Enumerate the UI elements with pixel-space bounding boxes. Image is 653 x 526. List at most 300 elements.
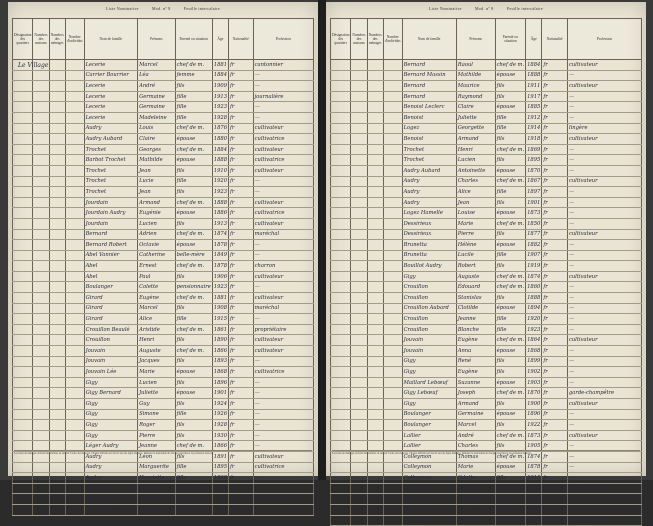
cell-blank: [13, 144, 33, 155]
cell-prof: —: [567, 261, 641, 272]
cell-prenom: Germaine: [138, 91, 176, 102]
cell-age: 1880: [526, 483, 542, 494]
table-row: [331, 367, 642, 378]
cell-parente: fille: [175, 314, 212, 325]
cell-blank: [383, 303, 402, 314]
cell-nat: fr: [229, 176, 254, 187]
cell-prenom: Lucien: [456, 155, 495, 166]
cell-blank: [331, 377, 351, 388]
cell-blank: [49, 123, 65, 134]
table-row: [331, 134, 642, 145]
cell-parente: fils: [175, 303, 212, 314]
cell-age: 1873: [526, 430, 542, 441]
cell-nom: Girard: [84, 303, 138, 314]
cell-nat: fr: [229, 483, 254, 494]
cell-prenom: Eugène: [138, 293, 176, 304]
cell-blank: [367, 261, 383, 272]
cell-nom: Girard: [84, 314, 138, 325]
cell-prenom: Auguste: [138, 346, 176, 357]
cell-nat: fr: [542, 346, 568, 357]
cell-blank: [383, 494, 402, 505]
cell-parente: chef de m.: [175, 324, 212, 335]
cell-blank: [49, 377, 65, 388]
cell-blank: [33, 123, 49, 134]
cell-blank: [383, 282, 402, 293]
table-row: [331, 240, 642, 251]
cell-prof: cultivatrice: [253, 134, 313, 145]
cell-prof: —: [567, 367, 641, 378]
cell-blank: [33, 70, 49, 81]
cell-age: 1918: [526, 134, 542, 145]
cell-prof: —: [253, 388, 313, 399]
table-row: [13, 176, 314, 187]
right-page-header: [326, 6, 646, 18]
cell-blank: [49, 314, 65, 325]
cell-nom: Jouvain: [84, 346, 138, 357]
cell-prof: —: [253, 240, 313, 251]
cell-blank: [33, 197, 49, 208]
cell-blank: [13, 112, 33, 123]
table-row: [331, 197, 642, 208]
cell-parente: épouse: [175, 504, 212, 515]
table-row: [13, 70, 314, 81]
table-row: [13, 367, 314, 378]
table-row: [331, 282, 642, 293]
cell-blank: [33, 134, 49, 145]
cell-blank: [351, 388, 367, 399]
cell-prof: —: [567, 165, 641, 176]
cell-blank: [331, 504, 351, 515]
cell-prof: cultivateur: [253, 218, 313, 229]
left-page: [8, 2, 318, 513]
cell-blank: [367, 197, 383, 208]
cell-prenom: Angèle: [138, 504, 176, 515]
cell-prof: —: [567, 314, 641, 325]
cell-blank: [33, 356, 49, 367]
cell-blank: [65, 504, 84, 515]
cell-prof: propriétaire: [253, 324, 313, 335]
table-row: [331, 123, 642, 134]
cell-age: 1874: [526, 271, 542, 282]
cell-blank: [367, 187, 383, 198]
cell-nom: Logez: [402, 123, 456, 134]
cell-blank: [49, 346, 65, 357]
cell-nat: fr: [542, 399, 568, 410]
cell-age: 1884: [212, 144, 228, 155]
cell-prof: maréchal: [253, 303, 313, 314]
cell-nom: Bernard: [402, 60, 456, 71]
cell-nat: fr: [229, 335, 254, 346]
cell-blank: [65, 144, 84, 155]
cell-parente: épouse: [175, 388, 212, 399]
cell-blank: [331, 187, 351, 198]
cell-nom: Abel Vannier: [84, 250, 138, 261]
cell-nat: fr: [229, 112, 254, 123]
cell-prenom: Henri: [456, 144, 495, 155]
cell-age: 1874: [212, 229, 228, 240]
header-model: Mod. nº 8: [152, 6, 171, 11]
cell-nat: fr: [229, 91, 254, 102]
table-row: [13, 346, 314, 357]
cell-blank: [33, 218, 49, 229]
cell-prof: —: [567, 451, 641, 462]
cell-age: 1850: [526, 218, 542, 229]
column-header: Numéros des maisons: [351, 19, 367, 60]
cell-blank: [331, 197, 351, 208]
cell-blank: [13, 504, 33, 515]
cell-nom: Gigy: [84, 377, 138, 388]
cell-blank: [49, 356, 65, 367]
cell-prenom: Jeanne: [456, 314, 495, 325]
cell-nat: fr: [542, 261, 568, 272]
cell-prof: cultivateur: [567, 81, 641, 92]
table-row: [13, 250, 314, 261]
cell-blank: [49, 324, 65, 335]
table-row: [13, 91, 314, 102]
cell-parente: épouse: [175, 208, 212, 219]
cell-nat: fr: [229, 261, 254, 272]
cell-blank: [13, 282, 33, 293]
table-row: [13, 430, 314, 441]
cell-age: 1895: [212, 462, 228, 473]
cell-parente: épouse: [495, 240, 526, 251]
cell-blank: [367, 282, 383, 293]
cell-nom: Lecerie: [84, 102, 138, 113]
cell-nat: fr: [542, 293, 568, 304]
cell-blank: [13, 399, 33, 410]
cell-prenom: Antoinette: [456, 165, 495, 176]
cell-prenom: Mathilde: [138, 155, 176, 166]
cell-blank: [65, 483, 84, 494]
cell-blank: [65, 155, 84, 166]
cell-prenom: Blanche: [456, 324, 495, 335]
cell-parente: chef de m.: [175, 441, 212, 452]
cell-blank: [49, 420, 65, 431]
cell-blank: [65, 473, 84, 484]
cell-blank: [331, 494, 351, 505]
cell-prenom: Louise: [456, 208, 495, 219]
cell-prenom: Odette: [456, 473, 495, 484]
cell-nom: Trochet: [84, 187, 138, 198]
cell-age: 1903: [526, 377, 542, 388]
cell-blank: [383, 60, 402, 71]
cell-blank: [367, 208, 383, 219]
cell-nat: fr: [229, 504, 254, 515]
cell-nat: fr: [542, 494, 568, 505]
cell-age: 1920: [212, 176, 228, 187]
cell-blank: [367, 324, 383, 335]
column-header: Parenté ou situation: [495, 19, 526, 60]
cell-nom: Gigy: [84, 409, 138, 420]
cell-prof: cultivateur: [253, 346, 313, 357]
table-row: [13, 271, 314, 282]
table-row: [331, 261, 642, 272]
table-row: [331, 346, 642, 357]
cell-blank: [351, 187, 367, 198]
cell-nom: Trochet: [84, 165, 138, 176]
cell-age: 1888: [212, 197, 228, 208]
cell-prof: —: [567, 91, 641, 102]
cell-blank: [33, 377, 49, 388]
cell-nom: Lallier: [402, 430, 456, 441]
cell-blank: [13, 240, 33, 251]
cell-prenom: Jacques: [138, 356, 176, 367]
cell-parente: chef de m.: [175, 293, 212, 304]
cell-prof: —: [253, 187, 313, 198]
cell-blank: [49, 81, 65, 92]
left-footnote: Les listes de ménages doivent être établies en suivant l'ordre des maisons. Chaque individu est inscrit sur une ligne distincte. Indiquer la nationalité de chaque personne et la profession exercée.: [14, 450, 312, 470]
cell-blank: [65, 91, 84, 102]
cell-blank: [351, 335, 367, 346]
cell-blank: [49, 282, 65, 293]
table-row: [331, 218, 642, 229]
cell-prof: cultivateur: [567, 399, 641, 410]
cell-parente: fils: [495, 441, 526, 452]
cell-blank: [383, 430, 402, 441]
header-title: Liste Nominative: [106, 6, 139, 11]
right-footnote: Les listes de ménages doivent être établies en suivant l'ordre des maisons. Chaque individu est inscrit sur une ligne distincte. Indiquer la nationalité de chaque personne et la profession exercée.: [332, 450, 640, 470]
cell-age: 1901: [526, 197, 542, 208]
cell-blank: [49, 197, 65, 208]
cell-nom: Jouvain: [402, 335, 456, 346]
cell-nat: fr: [229, 399, 254, 410]
cell-blank: [331, 388, 351, 399]
cell-prenom: Charles: [456, 176, 495, 187]
cell-nom: Colleymon: [402, 451, 456, 462]
cell-blank: [49, 250, 65, 261]
cell-parente: fille: [175, 102, 212, 113]
cell-prenom: Robert: [456, 261, 495, 272]
cell-blank: [331, 134, 351, 145]
cell-blank: [49, 208, 65, 219]
cell-blank: [331, 176, 351, 187]
cell-prof: cultivateur: [253, 271, 313, 282]
cell-parente: chef de m.: [495, 483, 526, 494]
cell-nat: fr: [229, 346, 254, 357]
cell-blank: [367, 112, 383, 123]
cell-parente: épouse: [175, 134, 212, 145]
table-row: [331, 494, 642, 505]
cell-parente: fils: [495, 293, 526, 304]
cell-blank: [33, 504, 49, 515]
cell-nom: Lebœuf: [402, 483, 456, 494]
cell-prenom: Alice: [456, 187, 495, 198]
cell-nat: fr: [542, 102, 568, 113]
cell-prenom: Auguste: [456, 271, 495, 282]
column-header: Numéros des maisons: [33, 19, 49, 60]
cell-prof: —: [253, 70, 313, 81]
table-row: [13, 324, 314, 335]
header-title: Liste Nominative: [429, 6, 462, 11]
cell-blank: [49, 165, 65, 176]
cell-prenom: Roger: [138, 420, 176, 431]
cell-parente: fils: [175, 356, 212, 367]
cell-blank: [65, 356, 84, 367]
cell-blank: [65, 123, 84, 134]
cell-prof: cultivateur: [567, 483, 641, 494]
cell-parente: fille: [495, 494, 526, 505]
cell-prof: cultivateur: [567, 430, 641, 441]
cell-blank: [351, 208, 367, 219]
cell-age: 1923: [212, 102, 228, 113]
cell-blank: [367, 377, 383, 388]
cell-nat: fr: [229, 367, 254, 378]
table-row: [13, 60, 314, 71]
table-row: [331, 473, 642, 484]
cell-parente: fille: [175, 473, 212, 484]
cell-blank: [351, 504, 367, 515]
cell-prenom: Clotilde: [456, 303, 495, 314]
cell-blank: [65, 409, 84, 420]
cell-parente: fille: [495, 187, 526, 198]
cell-blank: [49, 155, 65, 166]
cell-prenom: Colette: [138, 282, 176, 293]
cell-age: 1928: [212, 420, 228, 431]
cell-age: 1907: [526, 494, 542, 505]
cell-blank: [49, 504, 65, 515]
cell-parente: fille: [175, 112, 212, 123]
cell-blank: [331, 144, 351, 155]
cell-prenom: Jean: [138, 165, 176, 176]
cell-prof: —: [567, 208, 641, 219]
column-header: Nombre d'individus: [383, 19, 402, 60]
cell-blank: [65, 240, 84, 251]
cell-blank: [13, 187, 33, 198]
cell-nom: Jourdain: [84, 218, 138, 229]
cell-blank: [351, 420, 367, 431]
cell-prof: —: [253, 409, 313, 420]
column-header: Numéros des ménages: [367, 19, 383, 60]
cell-blank: [65, 399, 84, 410]
table-row: [331, 388, 642, 399]
cell-parente: fille: [175, 462, 212, 473]
cell-blank: [33, 250, 49, 261]
cell-parente: fils: [495, 134, 526, 145]
cell-blank: [33, 346, 49, 357]
cell-blank: [383, 335, 402, 346]
cell-prof: —: [253, 250, 313, 261]
cell-prenom: Jeanne: [138, 441, 176, 452]
cell-age: 1864: [526, 335, 542, 346]
cell-nom: Bernard: [402, 91, 456, 102]
cell-blank: [49, 70, 65, 81]
cell-prenom: Joseph: [456, 388, 495, 399]
cell-blank: [331, 112, 351, 123]
cell-blank: [331, 303, 351, 314]
cell-blank: [351, 430, 367, 441]
cell-prenom: Ernest: [138, 261, 176, 272]
table-row: [13, 282, 314, 293]
cell-prof: journalière: [253, 91, 313, 102]
cell-nat: fr: [542, 504, 568, 515]
cell-prenom: Thomas: [456, 451, 495, 462]
table-row: [331, 112, 642, 123]
cell-nat: fr: [542, 81, 568, 92]
cell-age: 1923: [212, 282, 228, 293]
cell-parente: fille: [495, 324, 526, 335]
cell-blank: [13, 303, 33, 314]
cell-parente: fille: [495, 123, 526, 134]
cell-parente: chef de m.: [495, 335, 526, 346]
cell-prenom: Henri: [138, 335, 176, 346]
table-row: [331, 60, 642, 71]
cell-blank: [13, 494, 33, 505]
cell-prof: —: [567, 240, 641, 251]
cell-blank: [367, 250, 383, 261]
cell-blank: [351, 176, 367, 187]
cell-age: 1878: [526, 462, 542, 473]
table-row: [13, 504, 314, 515]
cell-blank: [367, 504, 383, 515]
cell-nom: Benoist: [402, 134, 456, 145]
cell-blank: [383, 377, 402, 388]
cell-blank: [367, 155, 383, 166]
table-row: [331, 293, 642, 304]
cell-blank: [383, 504, 402, 515]
cell-blank: [13, 420, 33, 431]
cell-blank: [65, 176, 84, 187]
cell-prenom: Alice: [138, 314, 176, 325]
cell-nom: Lallier: [402, 441, 456, 452]
cell-blank: [367, 388, 383, 399]
cell-age: 1900: [526, 399, 542, 410]
cell-nat: fr: [542, 197, 568, 208]
cell-prenom: Albert: [456, 483, 495, 494]
cell-blank: [351, 144, 367, 155]
cell-blank: [33, 293, 49, 304]
cell-nat: fr: [542, 388, 568, 399]
cell-age: 1895: [526, 155, 542, 166]
cell-blank: [33, 176, 49, 187]
column-header: Prénoms: [138, 19, 176, 60]
cell-blank: [367, 102, 383, 113]
cell-prof: —: [567, 102, 641, 113]
cell-blank: [331, 60, 351, 71]
cell-age: 1922: [526, 420, 542, 431]
cell-blank: [351, 60, 367, 71]
cell-age: 1849: [212, 250, 228, 261]
cell-blank: [367, 314, 383, 325]
cell-age: 1890: [212, 335, 228, 346]
cell-blank: [49, 293, 65, 304]
cell-blank: [383, 218, 402, 229]
cell-blank: [33, 494, 49, 505]
cell-age: 1884: [212, 70, 228, 81]
cell-prof: charron: [253, 261, 313, 272]
table-row: [13, 303, 314, 314]
cell-nat: fr: [542, 515, 568, 526]
table-row: [13, 134, 314, 145]
cell-blank: [65, 377, 84, 388]
cell-parente: fils: [495, 399, 526, 410]
cell-prof: —: [253, 102, 313, 113]
cell-age: 1926: [212, 409, 228, 420]
left-register-table: [12, 18, 314, 516]
cell-blank: [13, 229, 33, 240]
cell-blank: [331, 409, 351, 420]
cell-parente: fils: [175, 187, 212, 198]
cell-blank: [351, 197, 367, 208]
cell-prof: —: [567, 441, 641, 452]
cell-blank: [351, 112, 367, 123]
cell-age: 1912: [526, 112, 542, 123]
cell-nom: Maillard Lebœuf: [402, 377, 456, 388]
cell-blank: [383, 515, 402, 526]
cell-blank: [13, 250, 33, 261]
cell-prof: —: [253, 314, 313, 325]
cell-nat: fr: [542, 356, 568, 367]
cell-prenom: Germaine: [456, 409, 495, 420]
